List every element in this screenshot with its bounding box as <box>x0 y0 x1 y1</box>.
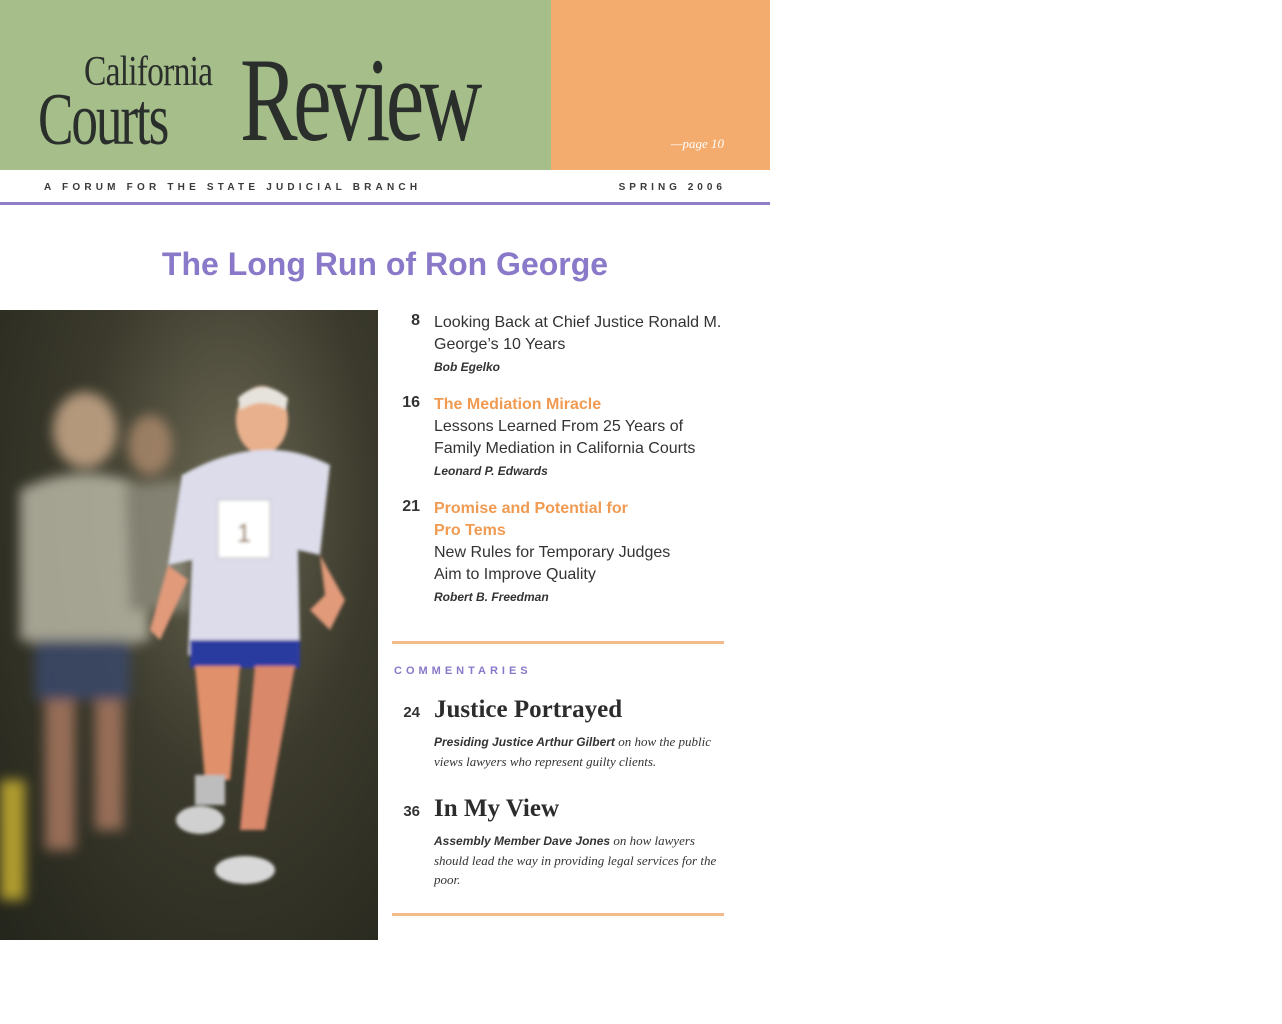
toc-title: Promise and Potential for Pro Tems <box>434 500 628 539</box>
toc-entry-2[interactable] <box>394 394 734 478</box>
logo-california: California <box>84 49 213 95</box>
commentary-page-number: 36 <box>403 803 420 820</box>
toc-page-number: 21 <box>402 498 420 515</box>
cover-photo <box>0 310 378 940</box>
toc-author: Robert B. Freedman <box>434 590 549 604</box>
logo-courts: Courts <box>38 79 168 161</box>
commentaries-list <box>394 696 724 889</box>
masthead-logo-panel <box>0 0 551 170</box>
commentary-title: Justice Portrayed <box>434 696 623 723</box>
commentary-author: Assembly Member Dave Jones <box>434 834 611 848</box>
toc-description: Lessons Learned From 25 Years of Family Mediation in California Courts <box>434 418 696 457</box>
issue-date: SPRING 2006 <box>618 182 726 193</box>
cover-story-title: The Long Run of Ron George <box>161 246 609 282</box>
commentary-description: Presiding Justice Arthur Gilbert on how the public views lawyers who represent guilty clients. <box>434 734 711 769</box>
feature-teaser-panel[interactable] <box>551 0 1240 170</box>
feature-teaser-text: Milestones in a decade of court reform. <box>1132 58 1240 125</box>
toc-author: Leonard P. Edwards <box>434 464 548 478</box>
commentary-page-number: 24 <box>403 704 420 721</box>
commentary-author: Presiding Justice Arthur Gilbert <box>434 735 615 749</box>
logo-review: Review <box>240 33 479 166</box>
masthead-divider <box>0 202 770 205</box>
table-of-contents <box>394 312 734 604</box>
publication-tagline: A FORUM FOR THE STATE JUDICIAL BRANCH <box>44 182 422 193</box>
toc-entry-3[interactable] <box>394 498 734 604</box>
feature-teaser-page: —page 10 <box>670 136 724 151</box>
toc-description: Looking Back at Chief Justice Ronald M. George’s 10 Years <box>434 314 722 353</box>
toc-description: New Rules for Temporary Judges Aim to Improve Quality <box>434 544 671 583</box>
bottom-divider <box>392 913 724 916</box>
runner-illustration <box>0 310 378 940</box>
toc-divider <box>392 641 724 644</box>
commentary-title: In My View <box>434 795 559 822</box>
toc-title: The Mediation Miracle <box>434 396 602 413</box>
race-bib-number: 1 <box>236 518 252 548</box>
toc-author: Bob Egelko <box>434 360 501 374</box>
commentary-entry-2[interactable] <box>394 795 724 889</box>
toc-entry-1[interactable] <box>394 312 734 374</box>
commentaries-heading: COMMENTARIES <box>394 665 532 677</box>
toc-page-number: 8 <box>411 312 420 329</box>
commentary-description: Assembly Member Dave Jones on how lawyers should lead the way in providing legal services for the poor. <box>434 833 717 887</box>
toc-page-number: 16 <box>402 394 420 411</box>
commentary-entry-1[interactable] <box>394 696 724 771</box>
